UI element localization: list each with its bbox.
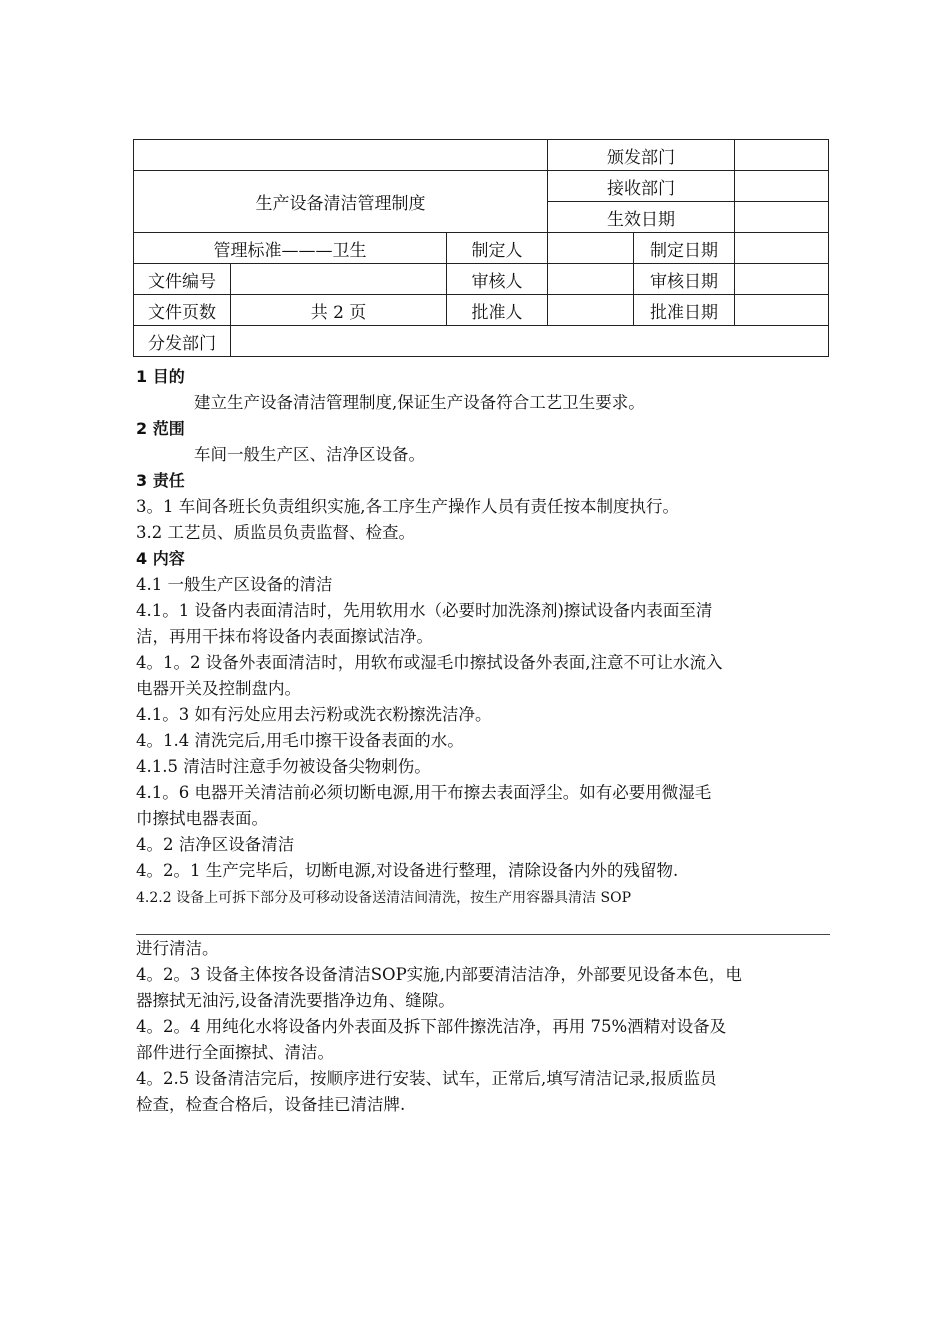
issuing-dept-value (735, 140, 829, 171)
clause-4-2-4-line1: 4。2。4 用纯化水将设备内外表面及拆下部件擦洗洁净，再用 75%酒精对设备及 (136, 1017, 727, 1036)
distribution-value (231, 326, 829, 357)
section-2-title: 2 范围 (136, 419, 185, 438)
clause-4-1-1-line2: 洁，再用干抹布将设备内表面擦试洁净。 (136, 627, 433, 646)
clause-4-1-2-line2: 电器开关及控制盘内。 (136, 679, 301, 698)
clause-4-2-4-line2: 部件进行全面擦拭、清洁。 (136, 1043, 334, 1062)
clause-4-2-1: 4。2。1 生产完毕后，切断电源,对设备进行整理，清除设备内外的残留物. (136, 861, 679, 880)
distribution-label: 分发部门 (134, 326, 231, 357)
page-divider (136, 934, 830, 935)
issuing-dept-label: 颁发部门 (548, 140, 735, 171)
doc-category: 管理标准———卫生 (134, 233, 447, 264)
clause-4-2-3-line2: 器擦拭无油污,设备清洗要揩净边角、缝隙。 (136, 991, 455, 1010)
prepared-date-value (735, 233, 829, 264)
reviewer-label: 审核人 (447, 264, 548, 295)
clause-4-1: 4.1 一般生产区设备的清洁 (136, 575, 333, 594)
clause-4-2-2: 4.2.2 设备上可拆下部分及可移动设备送清洁间清洗，按生产用容器具清洁 SOP (136, 890, 632, 906)
pages-label: 文件页数 (134, 295, 231, 326)
section-1-title: 1 目的 (136, 367, 185, 386)
clause-4-1-5: 4.1.5 清洁时注意手勿被设备尖物刺伤。 (136, 757, 431, 776)
approve-date-value (735, 295, 829, 326)
prepared-date-label: 制定日期 (634, 233, 735, 264)
clause-4-1-6-line2: 巾擦拭电器表面。 (136, 809, 268, 828)
prepared-by-value (548, 233, 634, 264)
review-date-value (735, 264, 829, 295)
document-body (136, 364, 836, 910)
clause-4-2: 4。2 洁净区设备清洁 (136, 835, 295, 854)
clause-4-1-4: 4。1.4 清洗完后,用毛巾擦干设备表面的水。 (136, 731, 464, 750)
section-1-text: 建立生产设备清洁管理制度,保证生产设备符合工艺卫生要求。 (194, 393, 645, 412)
clause-4-2-3-line1: 4。2。3 设备主体按各设备清洁SOP实施,内部要清洁洁净，外部要见设备本色，电 (136, 965, 742, 984)
approve-date-label: 批准日期 (634, 295, 735, 326)
clause-4-1-6-line1: 4.1。6 电器开关清洁前必须切断电源,用干布擦去表面浮尘。如有必要用微湿毛 (136, 783, 712, 802)
clause-3-1: 3。1 车间各班长负责组织实施,各工序生产操作人员有责任按本制度执行。 (136, 497, 679, 516)
review-date-label: 审核日期 (634, 264, 735, 295)
pages-value: 共 2 页 (231, 295, 447, 326)
clause-4-2-5-line1: 4。2.5 设备清洁完后，按顺序进行安装、试车，正常后,填写清洁记录,报质监员 (136, 1069, 717, 1088)
clause-4-2-5-line2: 检查，检查合格后，设备挂已清洁牌. (136, 1095, 406, 1114)
approver-label: 批准人 (447, 295, 548, 326)
prepared-by-label: 制定人 (447, 233, 548, 264)
section-4-title: 4 内容 (136, 549, 185, 568)
receiving-dept-label: 接收部门 (548, 171, 735, 202)
clause-4-1-3: 4.1。3 如有污处应用去污粉或洗衣粉擦洗洁净。 (136, 705, 492, 724)
clause-3-2: 3.2 工艺员、质监员负责监督、检查。 (136, 523, 415, 542)
document-header-table (133, 139, 829, 357)
reviewer-value (548, 264, 634, 295)
continued-line-1: 进行清洁。 (136, 939, 219, 958)
clause-4-1-2-line1: 4。1。2 设备外表面清洁时，用软布或湿毛巾擦拭设备外表面,注意不可让水流入 (136, 653, 723, 672)
section-2-text: 车间一般生产区、洁净区设备。 (194, 445, 425, 464)
effective-date-label: 生效日期 (548, 202, 735, 233)
receiving-dept-value (735, 171, 829, 202)
doc-no-label: 文件编号 (134, 264, 231, 295)
header-cell-empty (134, 140, 548, 171)
section-3-title: 3 责任 (136, 471, 185, 490)
effective-date-value (735, 202, 829, 233)
document-body-continued (136, 936, 836, 1118)
doc-no-value (231, 264, 447, 295)
clause-4-1-1-line1: 4.1。1 设备内表面清洁时，先用软用水（必要时加洗涤剂)擦试设备内表面至清 (136, 601, 713, 620)
approver-value (548, 295, 634, 326)
doc-title: 生产设备清洁管理制度 (134, 171, 548, 233)
